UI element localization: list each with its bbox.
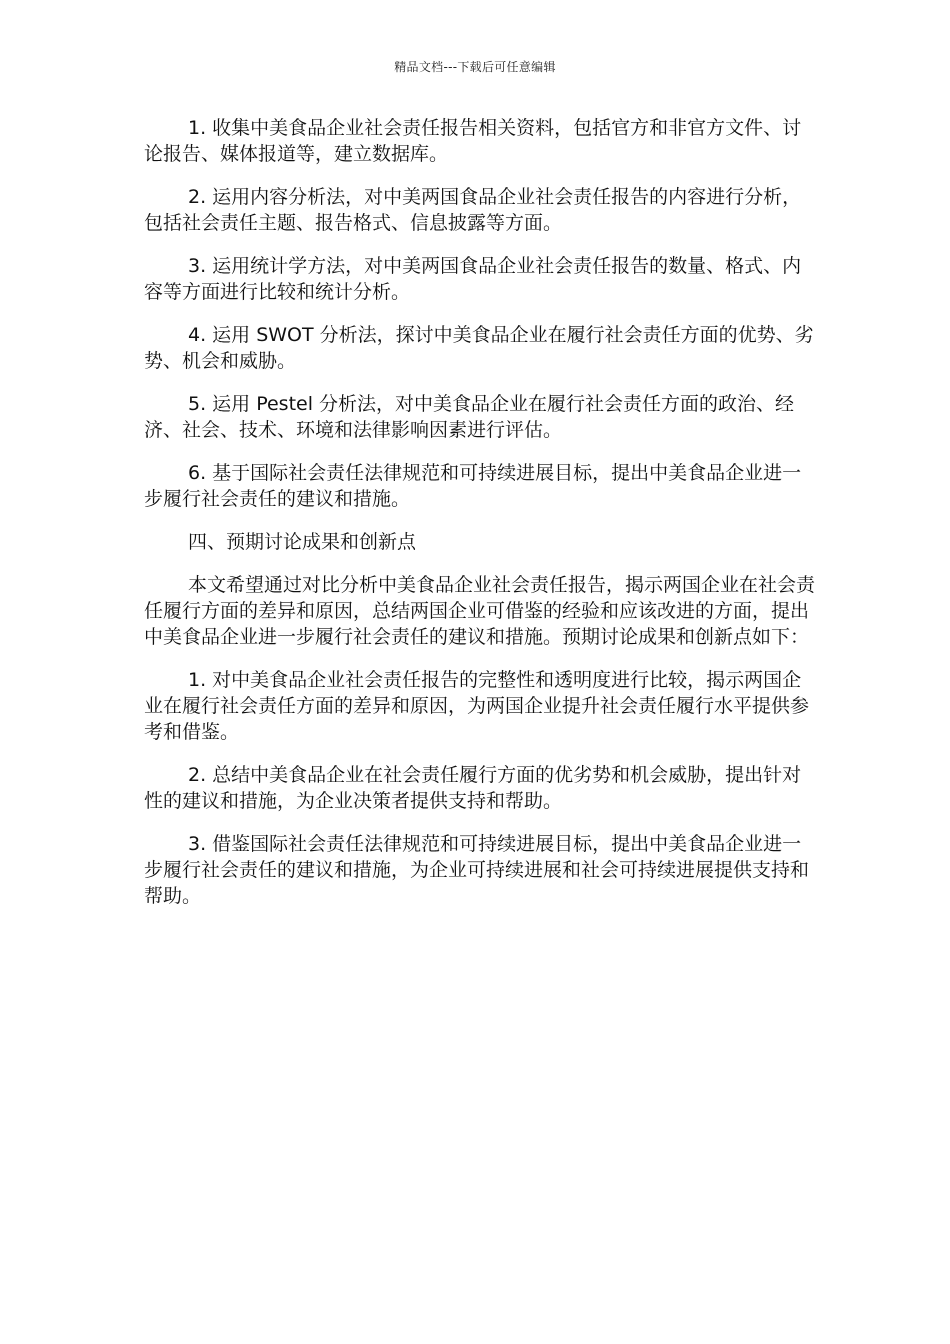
paragraph-method-4: 4. 运用 SWOT 分析法，探讨中美食品企业在履行社会责任方面的优势、劣势、机会和威胁。 [144,324,814,372]
paragraph-outcome-3: 3. 借鉴国际社会责任法律规范和可持续进展目标，提出中美食品企业进一步履行社会责任的建议和措施，为企业可持续进展和社会可持续进展提供支持和帮助。 [144,833,810,907]
paragraph-method-6: 6. 基于国际社会责任法律规范和可持续进展目标，提出中美食品企业进一步履行社会责任的建议和措施。 [144,462,802,510]
paragraph-intro: 本文希望通过对比分析中美食品企业社会责任报告，揭示两国企业在社会责任履行方面的差异和原因，总结两国企业可借鉴的经验和应该改进的方面，提出中美食品企业进一步履行社会责任的建议和措施。预期讨论成果和创新点如下： [144,574,816,648]
paragraph-method-5: 5. 运用 Pestel 分析法，对中美食品企业在履行社会责任方面的政治、经济、社会、技术、环境和法律影响因素进行评估。 [144,393,795,441]
paragraph-outcome-2: 2. 总结中美食品企业在社会责任履行方面的优劣势和机会威胁，提出针对性的建议和措施，为企业决策者提供支持和帮助。 [144,764,802,812]
section-heading: 四、预期讨论成果和创新点 [188,531,417,553]
paragraph-method-1: 1. 收集中美食品企业社会责任报告相关资料，包括官方和非官方文件、讨论报告、媒体报道等，建立数据库。 [144,117,802,165]
paragraph-method-3: 3. 运用统计学方法，对中美两国食品企业社会责任报告的数量、格式、内容等方面进行比较和统计分析。 [144,255,802,303]
paragraph-outcome-1: 1. 对中美食品企业社会责任报告的完整性和透明度进行比较，揭示两国企业在履行社会责任方面的差异和原因，为两国企业提升社会责任履行水平提供参考和借鉴。 [144,669,810,743]
document-body [144,115,816,926]
paragraph-method-2: 2. 运用内容分析法，对中美两国食品企业社会责任报告的内容进行分析，包括社会责任主题、报告格式、信息披露等方面。 [144,186,802,234]
page-header: 精品文档---下载后可任意编辑 [394,60,556,74]
